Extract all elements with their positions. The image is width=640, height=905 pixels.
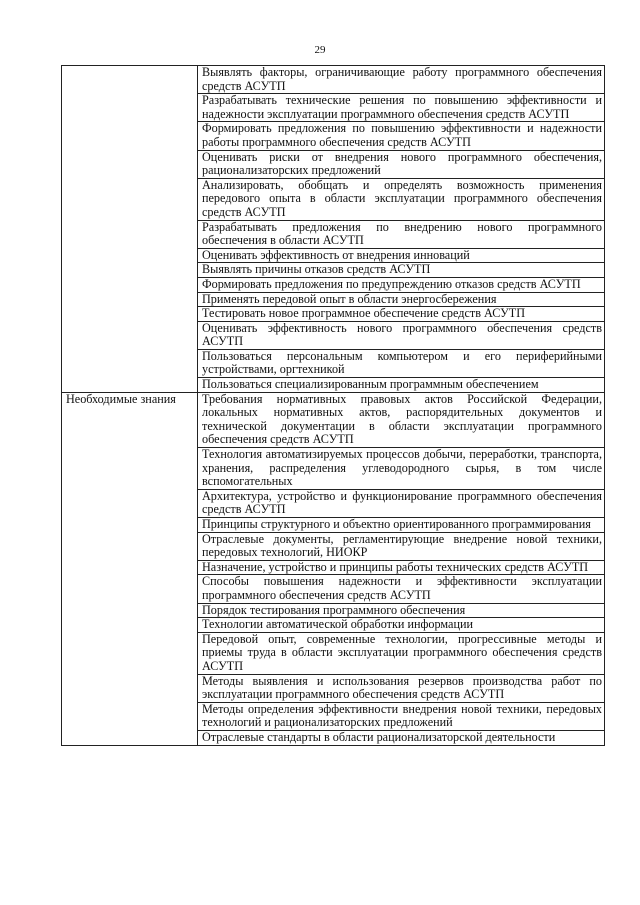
requirement-item: Формировать предложения по предупреждению отказов средств АСУТП bbox=[198, 277, 605, 292]
requirement-item: Способы повышения надежности и эффективности эксплуатации программного обеспечения средств АСУТП bbox=[198, 575, 605, 603]
requirement-item: Разрабатывать предложения по внедрению нового программного обеспечения в области АСУТП bbox=[198, 220, 605, 248]
requirement-item: Оценивать эффективность от внедрения инноваций bbox=[198, 248, 605, 263]
requirement-item: Методы определения эффективности внедрения новой техники, передовых технологий и рационализаторских предложений bbox=[198, 702, 605, 730]
requirement-item: Архитектура, устройство и функционирование программного обеспечения средств АСУТП bbox=[198, 489, 605, 517]
requirement-item: Пользоваться специализированным программным обеспечением bbox=[198, 378, 605, 393]
requirement-item: Принципы структурного и объектно ориентированного программирования bbox=[198, 518, 605, 533]
requirements-table bbox=[61, 65, 605, 746]
requirement-item: Оценивать риски от внедрения нового программного обеспечения, рационализаторских предложений bbox=[198, 150, 605, 178]
requirement-item: Методы выявления и использования резервов производства работ по эксплуатации программного обеспечения средств АСУТП bbox=[198, 674, 605, 702]
section-label: Необходимые знания bbox=[62, 392, 198, 745]
requirement-item: Технология автоматизируемых процессов добычи, переработки, транспорта, хранения, распределения углеводородного сырья, в том числе вспомогательных bbox=[198, 448, 605, 490]
section-label bbox=[62, 66, 198, 393]
requirement-item: Выявлять факторы, ограничивающие работу программного обеспечения средств АСУТП bbox=[198, 66, 605, 94]
requirement-item: Отраслевые документы, регламентирующие внедрение новой техники, передовых технологий, НИОКР bbox=[198, 532, 605, 560]
table-row bbox=[62, 66, 605, 94]
requirement-item: Оценивать эффективность нового программного обеспечения средств АСУТП bbox=[198, 321, 605, 349]
requirement-item: Отраслевые стандарты в области рационализаторской деятельности bbox=[198, 730, 605, 745]
requirement-item: Пользоваться персональным компьютером и его периферийными устройствами, оргтехникой bbox=[198, 349, 605, 377]
requirement-item: Выявлять причины отказов средств АСУТП bbox=[198, 263, 605, 278]
requirement-item: Назначение, устройство и принципы работы технических средств АСУТП bbox=[198, 560, 605, 575]
requirement-item: Применять передовой опыт в области энергосбережения bbox=[198, 292, 605, 307]
requirement-item: Анализировать, обобщать и определять возможность применения передового опыта в области эксплуатации программного обеспечения средств АСУТП bbox=[198, 178, 605, 220]
requirements-table-body bbox=[62, 66, 605, 746]
table-row bbox=[62, 392, 605, 447]
requirement-item: Порядок тестирования программного обеспечения bbox=[198, 603, 605, 618]
requirement-item: Формировать предложения по повышению эффективности и надежности работы программного обеспечения средств АСУТП bbox=[198, 122, 605, 150]
requirement-item: Требования нормативных правовых актов Российской Федерации, локальных нормативных актов, распорядительных документов и технической документации в области эксплуатации программного обеспечения средств АСУТП bbox=[198, 392, 605, 447]
requirement-item: Тестировать новое программное обеспечение средств АСУТП bbox=[198, 307, 605, 322]
page-number: 29 bbox=[314, 44, 326, 56]
requirement-item: Технологии автоматической обработки информации bbox=[198, 618, 605, 633]
requirement-item: Разрабатывать технические решения по повышению эффективности и надежности эксплуатации программного обеспечения средств АСУТП bbox=[198, 94, 605, 122]
requirement-item: Передовой опыт, современные технологии, прогрессивные методы и приемы труда в области эксплуатации программного обеспечения средств АСУТП bbox=[198, 632, 605, 674]
